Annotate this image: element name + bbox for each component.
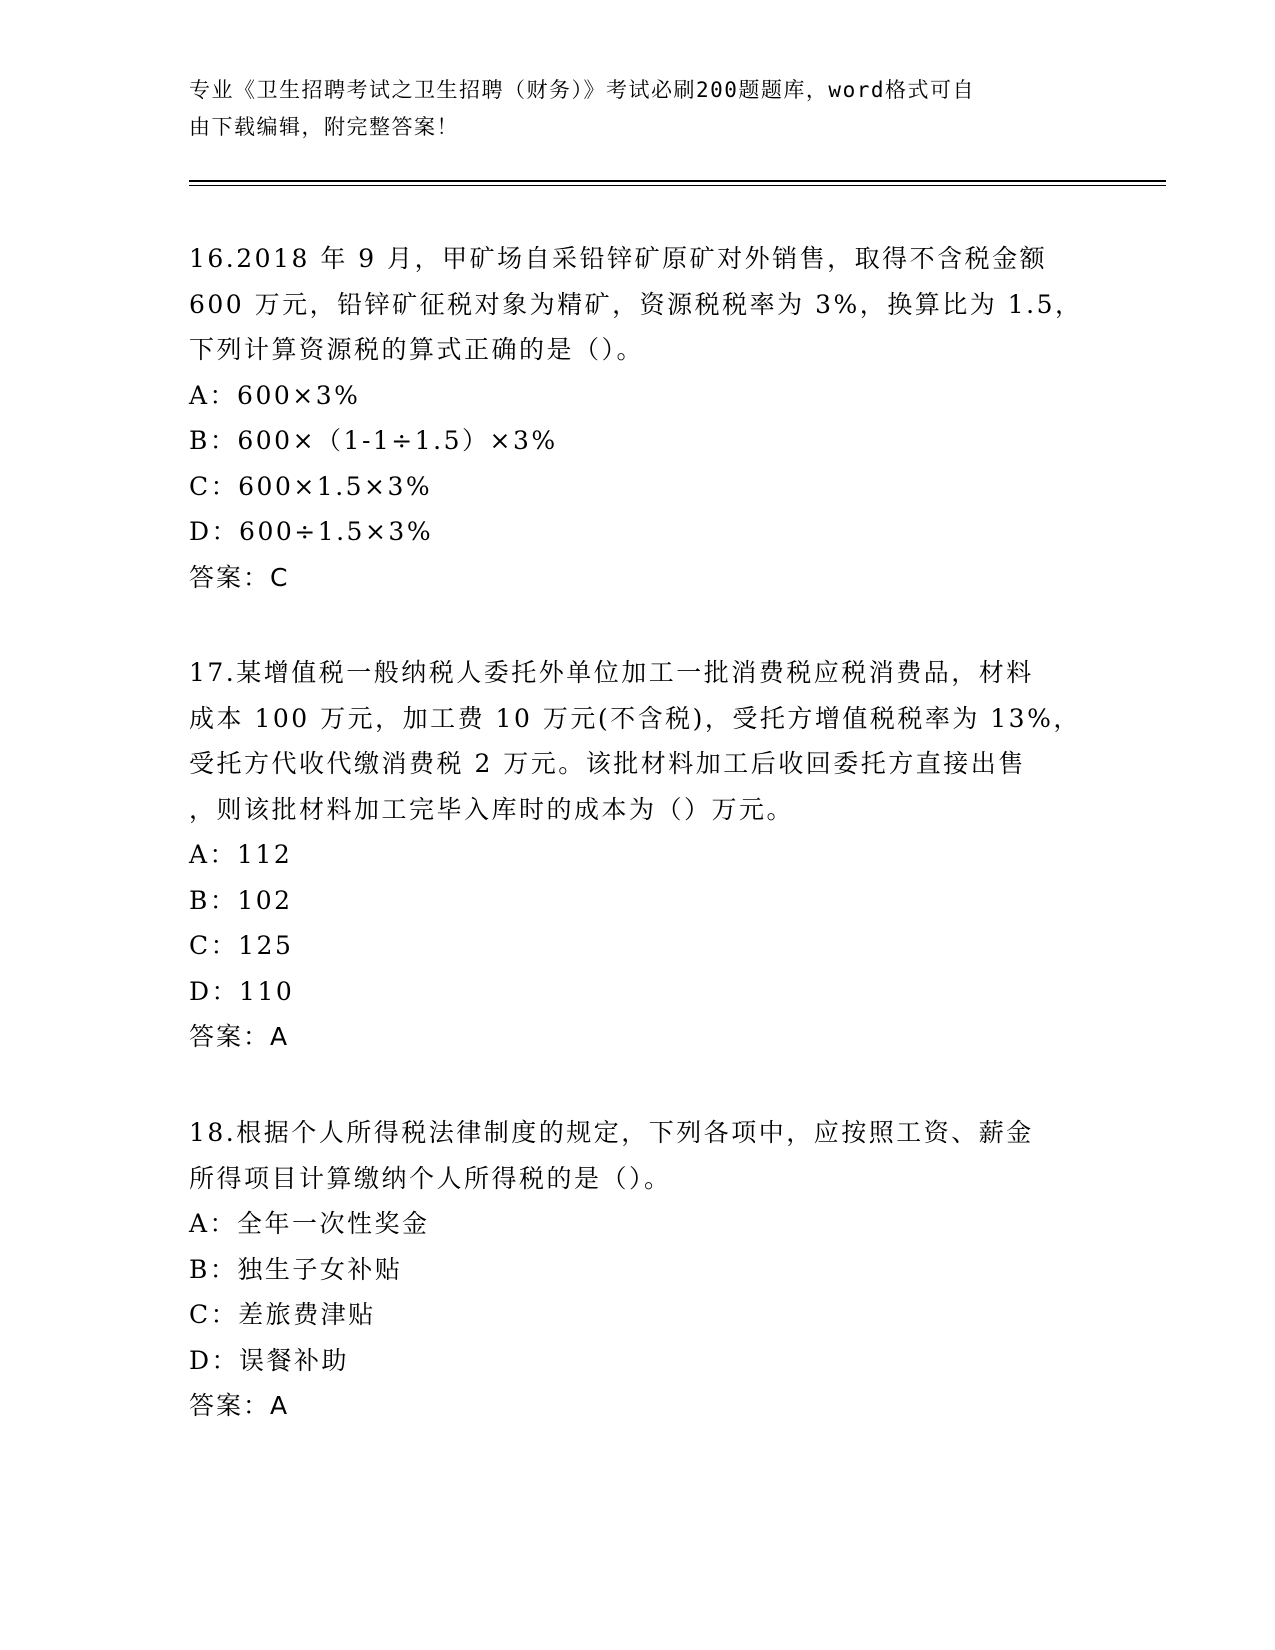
- question-17: [189, 650, 1089, 1060]
- option-c: C：600×1.5×3%: [189, 471, 433, 501]
- option-c: C：125: [189, 931, 294, 960]
- question-stem-line: 17.某增值税一般纳税人委托外单位加工一批消费税应税消费品，材料: [189, 658, 1034, 687]
- question-stem-line: ，则该批材料加工完毕入库时的成本为（）万元。: [189, 794, 795, 824]
- option-b: B：独生子女补贴: [189, 1254, 403, 1284]
- question-stem-line: 所得项目计算缴纳个人所得税的是（）。: [189, 1163, 672, 1193]
- header-divider: [189, 180, 1166, 182]
- answer: 答案：A: [189, 1022, 290, 1051]
- question-16: [189, 236, 1089, 600]
- option-c: C：差旅费津贴: [189, 1300, 376, 1329]
- question-stem-line: 16.2018 年 9 月，甲矿场自采铅锌矿原矿对外销售，取得不含税金额: [189, 244, 1048, 273]
- option-a: A：全年一次性奖金: [189, 1209, 430, 1238]
- option-d: D：600÷1.5×3%: [189, 517, 434, 546]
- option-d: D：110: [189, 976, 295, 1006]
- option-b: B：102: [189, 885, 293, 915]
- option-a: A：112: [189, 840, 293, 869]
- document-header: [189, 72, 1089, 146]
- question-18: [189, 1110, 1089, 1429]
- question-stem-line: 下列计算资源税的算式正确的是（）。: [189, 335, 645, 364]
- option-b: B：600×（1-1÷1.5）×3%: [189, 426, 558, 455]
- header-divider-thin: [189, 185, 1166, 186]
- header-line: 由下载编辑，附完整答案！: [189, 115, 459, 139]
- answer: 答案：C: [189, 562, 290, 592]
- answer: 答案：A: [189, 1391, 290, 1420]
- question-stem-line: 18.根据个人所得税法律制度的规定，下列各项中，应按照工资、薪金: [189, 1118, 1034, 1147]
- question-stem-line: 受托方代收代缴消费税 2 万元。该批材料加工后收回委托方直接出售: [189, 749, 1026, 778]
- question-stem-line: 600 万元，铅锌矿征税对象为精矿，资源税税率为 3%，换算比为 1.5，: [189, 289, 1083, 319]
- option-a: A：600×3%: [189, 380, 361, 410]
- header-line: 专业《卫生招聘考试之卫生招聘（财务）》考试必刷200题题库，word格式可自: [189, 78, 975, 102]
- option-d: D：误餐补助: [189, 1345, 350, 1375]
- question-stem-line: 成本 100 万元，加工费 10 万元(不含税)，受托方增值税税率为 13%，: [189, 703, 1081, 733]
